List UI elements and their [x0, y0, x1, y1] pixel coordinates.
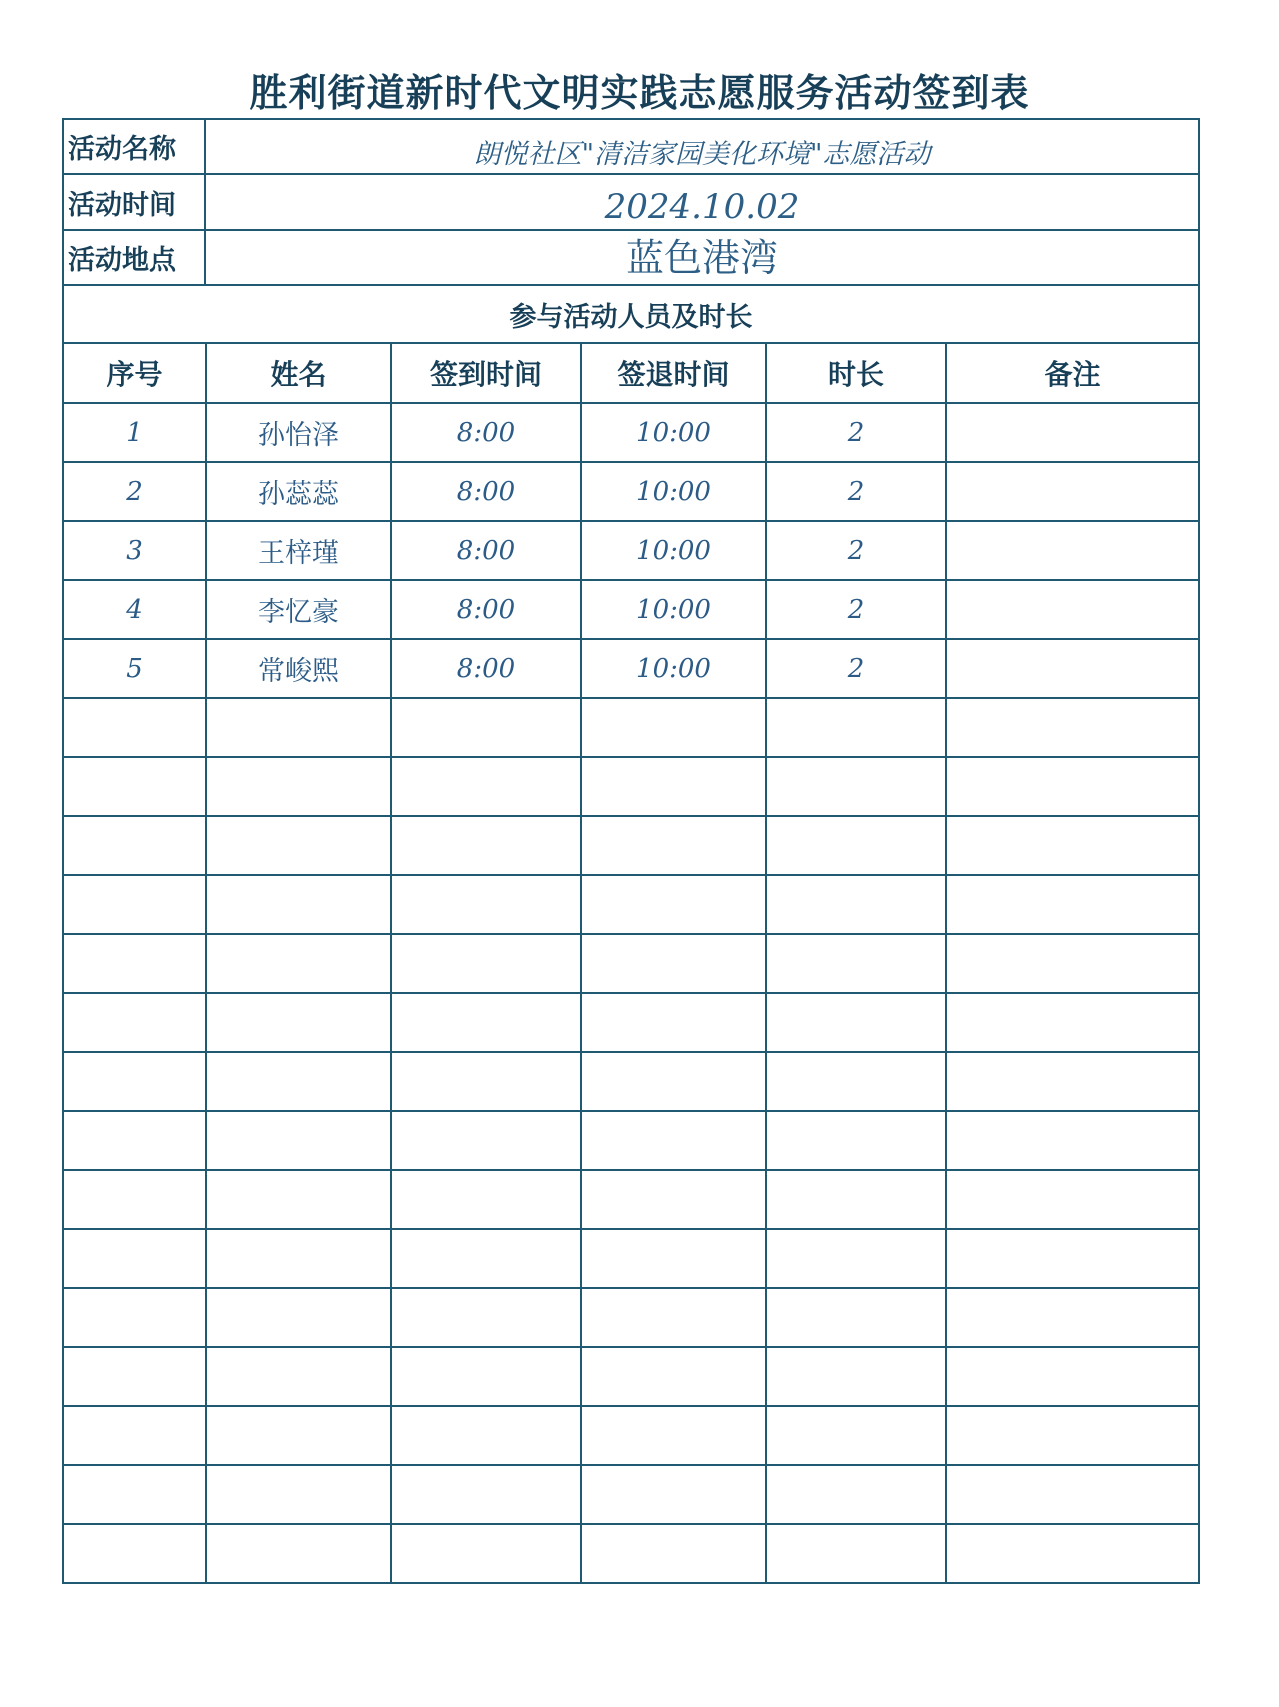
empty-cell: [581, 1229, 766, 1288]
header-duration: 时长: [766, 344, 946, 403]
empty-table-row: [64, 816, 1198, 875]
empty-cell: [581, 1052, 766, 1111]
activity-time-value: 2024.10.02: [604, 187, 800, 227]
empty-cell: [206, 875, 391, 934]
empty-cell: [946, 1229, 1198, 1288]
table-row: [64, 403, 1198, 462]
empty-cell: [391, 1406, 581, 1465]
empty-table-row: [64, 698, 1198, 757]
empty-cell: [206, 1170, 391, 1229]
empty-cell: [946, 698, 1198, 757]
header-sign-out: 签退时间: [581, 344, 766, 403]
empty-cell: [766, 1111, 946, 1170]
row-sign-out: 10:00: [581, 580, 766, 639]
header-no: 序号: [64, 344, 206, 403]
empty-cell: [64, 1170, 206, 1229]
empty-cell: [581, 757, 766, 816]
empty-cell: [64, 1347, 206, 1406]
empty-cell: [206, 1111, 391, 1170]
empty-cell: [391, 1170, 581, 1229]
table-header-row: [64, 344, 1198, 403]
row-note: [946, 521, 1198, 580]
row-name: 常峻熙: [206, 639, 391, 698]
activity-name-row: [64, 120, 1198, 175]
activity-time-label: 活动时间: [64, 175, 206, 229]
empty-table-row: [64, 1347, 1198, 1406]
empty-cell: [581, 1406, 766, 1465]
empty-cell: [581, 875, 766, 934]
empty-cell: [766, 757, 946, 816]
empty-cell: [64, 1406, 206, 1465]
empty-cell: [391, 757, 581, 816]
empty-cell: [391, 934, 581, 993]
row-name: 李忆豪: [206, 580, 391, 639]
row-sign-in: 8:00: [391, 403, 581, 462]
empty-cell: [391, 1347, 581, 1406]
row-sign-in: 8:00: [391, 639, 581, 698]
empty-cell: [581, 1524, 766, 1582]
empty-table-row: [64, 1052, 1198, 1111]
empty-cell: [206, 993, 391, 1052]
empty-cell: [581, 1347, 766, 1406]
empty-cell: [766, 1406, 946, 1465]
header-name: 姓名: [206, 344, 391, 403]
empty-cell: [391, 993, 581, 1052]
row-no: 4: [64, 580, 206, 639]
row-note: [946, 403, 1198, 462]
empty-table-row: [64, 1406, 1198, 1465]
empty-table-row: [64, 1465, 1198, 1524]
table-row: [64, 462, 1198, 521]
row-sign-in: 8:00: [391, 462, 581, 521]
empty-cell: [206, 757, 391, 816]
empty-cell: [391, 1052, 581, 1111]
row-note: [946, 580, 1198, 639]
participants-heading: 参与活动人员及时长: [64, 286, 1198, 344]
empty-cell: [391, 1111, 581, 1170]
participants-table: [64, 344, 1198, 1582]
empty-cell: [946, 1170, 1198, 1229]
empty-cell: [64, 1465, 206, 1524]
empty-cell: [391, 816, 581, 875]
empty-cell: [766, 1465, 946, 1524]
row-duration: 2: [766, 403, 946, 462]
row-name: 王梓瑾: [206, 521, 391, 580]
empty-cell: [391, 698, 581, 757]
row-sign-out: 10:00: [581, 639, 766, 698]
empty-cell: [64, 1229, 206, 1288]
empty-table-row: [64, 1524, 1198, 1582]
empty-table-row: [64, 1111, 1198, 1170]
row-no: 1: [64, 403, 206, 462]
empty-cell: [766, 1524, 946, 1582]
empty-cell: [766, 698, 946, 757]
empty-cell: [206, 1347, 391, 1406]
table-row: [64, 639, 1198, 698]
empty-cell: [581, 934, 766, 993]
empty-cell: [766, 1170, 946, 1229]
empty-cell: [206, 1288, 391, 1347]
empty-cell: [64, 698, 206, 757]
table-row: [64, 521, 1198, 580]
empty-cell: [766, 1347, 946, 1406]
empty-cell: [766, 1288, 946, 1347]
empty-cell: [64, 875, 206, 934]
empty-cell: [766, 816, 946, 875]
activity-location-label: 活动地点: [64, 231, 206, 284]
empty-cell: [766, 875, 946, 934]
activity-name-value: 朗悦社区"清洁家园美化环境"志愿活动: [473, 139, 931, 170]
empty-cell: [391, 1229, 581, 1288]
empty-cell: [946, 934, 1198, 993]
empty-cell: [206, 1465, 391, 1524]
empty-cell: [206, 1052, 391, 1111]
empty-table-row: [64, 875, 1198, 934]
empty-table-row: [64, 993, 1198, 1052]
activity-location-row: [64, 231, 1198, 286]
empty-table-row: [64, 1288, 1198, 1347]
empty-cell: [206, 1229, 391, 1288]
empty-cell: [206, 698, 391, 757]
empty-cell: [581, 1465, 766, 1524]
header-sign-in: 签到时间: [391, 344, 581, 403]
empty-cell: [64, 816, 206, 875]
empty-cell: [581, 1170, 766, 1229]
empty-cell: [206, 1406, 391, 1465]
row-sign-in: 8:00: [391, 580, 581, 639]
empty-cell: [391, 1465, 581, 1524]
row-sign-out: 10:00: [581, 462, 766, 521]
empty-cell: [64, 934, 206, 993]
empty-cell: [946, 816, 1198, 875]
empty-cell: [946, 757, 1198, 816]
empty-cell: [64, 993, 206, 1052]
empty-cell: [206, 934, 391, 993]
empty-cell: [766, 934, 946, 993]
form-title: 胜利街道新时代文明实践志愿服务活动签到表: [249, 71, 1030, 115]
row-no: 5: [64, 639, 206, 698]
empty-cell: [206, 1524, 391, 1582]
row-sign-in: 8:00: [391, 521, 581, 580]
empty-cell: [64, 1288, 206, 1347]
row-sign-out: 10:00: [581, 403, 766, 462]
empty-cell: [946, 1052, 1198, 1111]
row-sign-out: 10:00: [581, 521, 766, 580]
sign-in-sheet: [62, 118, 1200, 1584]
empty-cell: [581, 816, 766, 875]
table-row: [64, 580, 1198, 639]
row-no: 3: [64, 521, 206, 580]
empty-cell: [946, 1288, 1198, 1347]
table-body: [64, 403, 1198, 1582]
empty-cell: [64, 757, 206, 816]
row-no: 2: [64, 462, 206, 521]
empty-cell: [946, 1111, 1198, 1170]
empty-cell: [581, 698, 766, 757]
empty-cell: [391, 1524, 581, 1582]
empty-cell: [946, 1465, 1198, 1524]
row-duration: 2: [766, 580, 946, 639]
empty-cell: [64, 1111, 206, 1170]
empty-cell: [946, 1347, 1198, 1406]
row-note: [946, 639, 1198, 698]
row-note: [946, 462, 1198, 521]
empty-cell: [581, 1288, 766, 1347]
empty-cell: [581, 993, 766, 1052]
empty-cell: [64, 1524, 206, 1582]
empty-cell: [766, 993, 946, 1052]
header-note: 备注: [946, 344, 1198, 403]
empty-cell: [766, 1229, 946, 1288]
empty-cell: [64, 1052, 206, 1111]
empty-cell: [946, 1524, 1198, 1582]
row-duration: 2: [766, 462, 946, 521]
empty-cell: [946, 875, 1198, 934]
row-name: 孙怡泽: [206, 403, 391, 462]
activity-location-value: 蓝色港湾: [625, 236, 778, 280]
empty-cell: [391, 1288, 581, 1347]
empty-cell: [581, 1111, 766, 1170]
empty-table-row: [64, 934, 1198, 993]
activity-name-label: 活动名称: [64, 120, 206, 173]
empty-cell: [766, 1052, 946, 1111]
empty-cell: [391, 875, 581, 934]
empty-cell: [946, 993, 1198, 1052]
empty-cell: [206, 816, 391, 875]
row-name: 孙蕊蕊: [206, 462, 391, 521]
empty-cell: [946, 1406, 1198, 1465]
empty-table-row: [64, 1229, 1198, 1288]
empty-table-row: [64, 1170, 1198, 1229]
row-duration: 2: [766, 521, 946, 580]
empty-table-row: [64, 757, 1198, 816]
row-duration: 2: [766, 639, 946, 698]
activity-time-row: [64, 175, 1198, 231]
